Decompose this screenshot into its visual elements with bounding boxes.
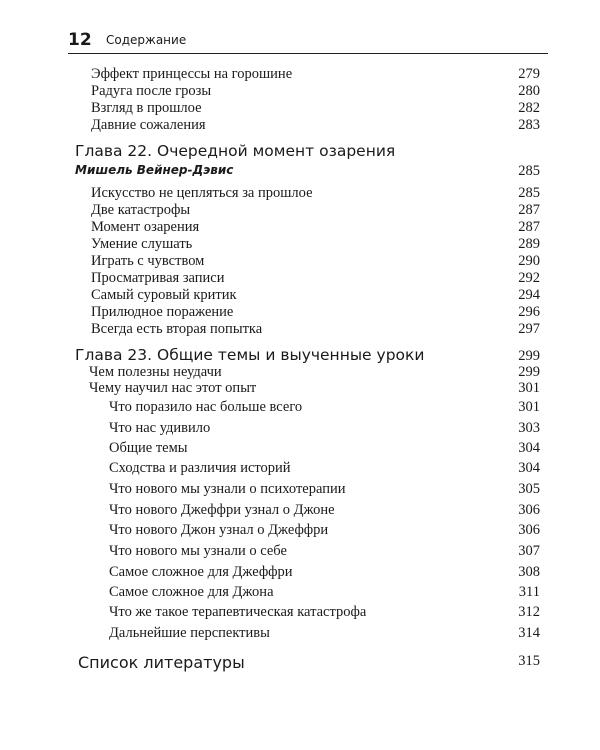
entry-page: 314 [518,625,540,641]
entry-title: Самое сложное для Джона [109,584,274,600]
entry-title: Момент озарения [91,219,200,235]
bibliography-page: 315 [518,653,540,669]
toc-subentry [0,460,600,480]
entry-page: 287 [518,202,540,218]
entry-page: 294 [518,287,540,303]
chapter-page: 285 [518,163,540,179]
chapter-heading [0,142,600,162]
toc-subentry [0,522,600,542]
entry-title: Радуга после грозы [91,83,212,99]
entry-page: 301 [518,380,540,396]
entry-page: 311 [518,584,540,600]
entry-title: Что нового Джеффри узнал о Джоне [109,502,335,518]
entry-page: 280 [518,83,540,99]
entry-page: 305 [518,481,540,497]
entry-title: Эффект принцессы на горошине [91,66,293,82]
entry-title: Искусство не цепляться за прошлое [91,185,313,201]
toc-subentry [0,543,600,563]
entry-title: Чем полезны неудачи [89,364,222,380]
entry-page: 279 [518,66,540,82]
entry-page: 308 [518,564,540,580]
toc-subentry [0,604,600,624]
entry-title: Что же такое терапевтическая катастрофа [109,604,367,620]
entry-title: Общие темы [109,440,188,456]
entry-title: Что нового мы узнали о себе [109,543,287,559]
entry-page: 299 [518,364,540,380]
entry-page: 287 [518,219,540,235]
toc-subentry [0,399,600,419]
toc-subentry [0,564,600,584]
toc-entry [0,117,600,137]
chapter-page: 299 [518,348,540,364]
entry-title: Всегда есть вторая попытка [91,321,263,337]
bibliography-title: Список литературы [78,653,245,672]
bibliography-entry [0,653,600,677]
toc-subentry [0,502,600,522]
toc-entry [0,380,600,400]
entry-page: 306 [518,522,540,538]
entry-title: Две катастрофы [91,202,191,218]
entry-page: 290 [518,253,540,269]
entry-page: 306 [518,502,540,518]
entry-title: Самый суровый критик [91,287,237,303]
entry-page: 282 [518,100,540,116]
toc-subentry [0,440,600,460]
entry-page: 307 [518,543,540,559]
toc-subentry [0,420,600,440]
entry-title: Просматривая записи [91,270,225,286]
chapter-title: Глава 23. Общие темы и выученные уроки [75,346,425,364]
toc-subentry [0,584,600,604]
entry-title: Давние сожаления [91,117,206,133]
running-title: Содержание [106,33,187,47]
entry-title: Дальнейшие перспективы [109,625,270,641]
entry-title: Прилюдное поражение [91,304,234,320]
entry-page: 292 [518,270,540,286]
entry-page: 304 [518,440,540,456]
entry-page: 301 [518,399,540,415]
entry-title: Самое сложное для Джеффри [109,564,293,580]
chapter-author-row [0,163,600,183]
entry-title: Что нового Джон узнал о Джеффри [109,522,329,538]
entry-page: 296 [518,304,540,320]
entry-title: Что нас удивило [109,420,211,436]
entry-page: 297 [518,321,540,337]
entry-title: Что нового мы узнали о психотерапии [109,481,346,497]
entry-page: 285 [518,185,540,201]
entry-page: 304 [518,460,540,476]
running-header [68,30,548,54]
entry-page: 289 [518,236,540,252]
entry-page: 283 [518,117,540,133]
toc-entry [0,321,600,341]
entry-page: 312 [518,604,540,620]
chapter-title: Глава 22. Очередной момент озарения [75,142,396,160]
entry-title: Умение слушать [91,236,193,252]
entry-page: 303 [518,420,540,436]
page-number: 12 [68,30,92,50]
entry-title: Сходства и различия историй [109,460,291,476]
entry-title: Чему научил нас этот опыт [89,380,257,396]
chapter-heading [0,346,600,366]
chapter-author: Мишель Вейнер-Дэвис [75,163,234,177]
entry-title: Играть с чувством [91,253,205,269]
toc-subentry [0,481,600,501]
toc-subentry [0,625,600,645]
entry-title: Что поразило нас больше всего [109,399,303,415]
entry-title: Взгляд в прошлое [91,100,202,116]
header-rule [68,53,548,54]
